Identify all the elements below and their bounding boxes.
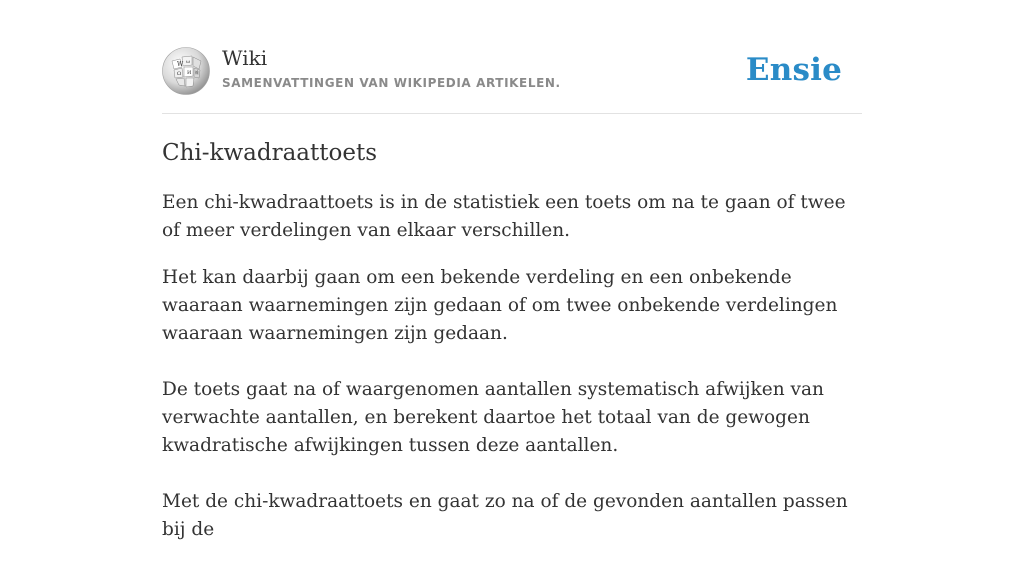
- paragraph: Met de chi-kwadraattoets en gaat zo na of de gevonden aantallen passen bij de: [162, 491, 848, 540]
- paragraph: De toets gaat na of waargenomen aantallen systematisch afwijken van verwachte aantallen, en berekent daartoe het totaal van de gewogen kwadratische afwijkingen tussen deze aantallen.: [162, 379, 824, 456]
- paragraph: Een chi-kwadraattoets is in de statistiek een toets om na te gaan of twee of meer verdelingen van elkaar verschillen.: [162, 192, 846, 241]
- svg-text:維: 維: [195, 70, 199, 75]
- page: [162, 0, 862, 540]
- ensie-brand-logo[interactable]: Ensie: [745, 52, 842, 88]
- site-title[interactable]: Wiki: [222, 46, 268, 70]
- svg-text:Ω: Ω: [177, 71, 182, 77]
- svg-text:ω: ω: [186, 59, 191, 65]
- paragraph: Het kan daarbij gaan om een bekende verdeling en een onbekende waaraan waarnemingen zijn gedaan of om twee onbekende verdelingen waaraan waarnemingen zijn gedaan.: [162, 267, 838, 344]
- article-title: Chi-kwadraattoets: [162, 140, 378, 166]
- article-body: [162, 189, 862, 563]
- wikipedia-globe-icon[interactable]: [162, 47, 210, 95]
- site-header: [162, 0, 862, 114]
- svg-text:И: И: [187, 70, 192, 76]
- site-tagline: SAMENVATTINGEN VAN WIKIPEDIA ARTIKELEN.: [222, 76, 561, 90]
- svg-text:W: W: [177, 61, 184, 68]
